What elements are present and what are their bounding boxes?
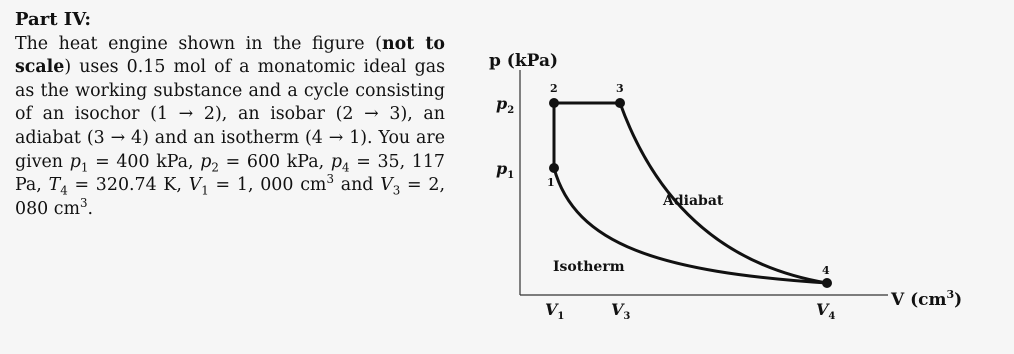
value-v1: = 1, 000 cm [208, 175, 327, 196]
point-label-4: 4 [822, 264, 830, 277]
symbol-t: T [48, 175, 61, 196]
superscript: 3 [326, 172, 334, 187]
state-point-4 [822, 278, 832, 288]
state-point-1 [549, 163, 559, 173]
problem-text [15, 8, 445, 221]
state-point-3 [615, 98, 625, 108]
isotherm-label: Isotherm [553, 259, 625, 275]
text-run: The heat engine shown in the figure ( [15, 33, 382, 54]
subscript: 1 [201, 183, 209, 198]
y-tick-p1: $p_1$ [496, 159, 515, 181]
value-p1: = 400 kPa, [88, 151, 201, 172]
value-p4: = 35, 117 Pa, [15, 151, 445, 196]
subscript: 3 [392, 183, 401, 198]
y-axis-label: p (kPa) [489, 51, 559, 71]
value-t4: = 320.74 K, [67, 175, 189, 196]
point-label-3: 3 [616, 82, 624, 95]
symbol-p: p [69, 151, 81, 172]
text-run: . [87, 198, 94, 219]
state-point-2 [549, 98, 559, 108]
problem-paragraph [15, 33, 445, 222]
symbol-v: V [188, 175, 202, 196]
symbol-p: p [330, 151, 342, 172]
x-axis-label: V $(cm^3)$ [891, 288, 963, 310]
point-label-2: 2 [550, 82, 558, 95]
subscript: 4 [60, 183, 68, 198]
text-run: ) uses 0.15 mol of a monatomic ideal gas as the working substance and a cycle consisting of an isochor (1 → 2), an isobar (2 → 3), an adiabat (3 → 4) and an isotherm (4 → 1). You are given [15, 57, 445, 172]
adiabat-label: Adiabat [663, 193, 724, 209]
value-v3: = 2, 080 cm [15, 175, 445, 219]
x-tick-v4: $V_4$ [816, 300, 836, 322]
superscript: 3 [79, 195, 88, 210]
text-run: and [333, 175, 381, 196]
subscript: 1 [80, 160, 89, 175]
symbol-p: p [200, 151, 212, 172]
part-heading: Part IV: [15, 9, 91, 30]
not-to-scale-note: not to scale [15, 33, 446, 78]
subscript: 4 [341, 160, 350, 175]
y-tick-p2: $p_2$ [496, 94, 515, 116]
point-label-1: 1 [547, 176, 555, 189]
value-p2: = 600 kPa, [218, 151, 331, 172]
pv-diagram [470, 40, 990, 340]
x-tick-v1: $V_1$ [545, 300, 565, 322]
x-tick-v3: $V_3$ [611, 300, 631, 322]
subscript: 2 [211, 160, 219, 175]
symbol-v: V [380, 175, 393, 196]
